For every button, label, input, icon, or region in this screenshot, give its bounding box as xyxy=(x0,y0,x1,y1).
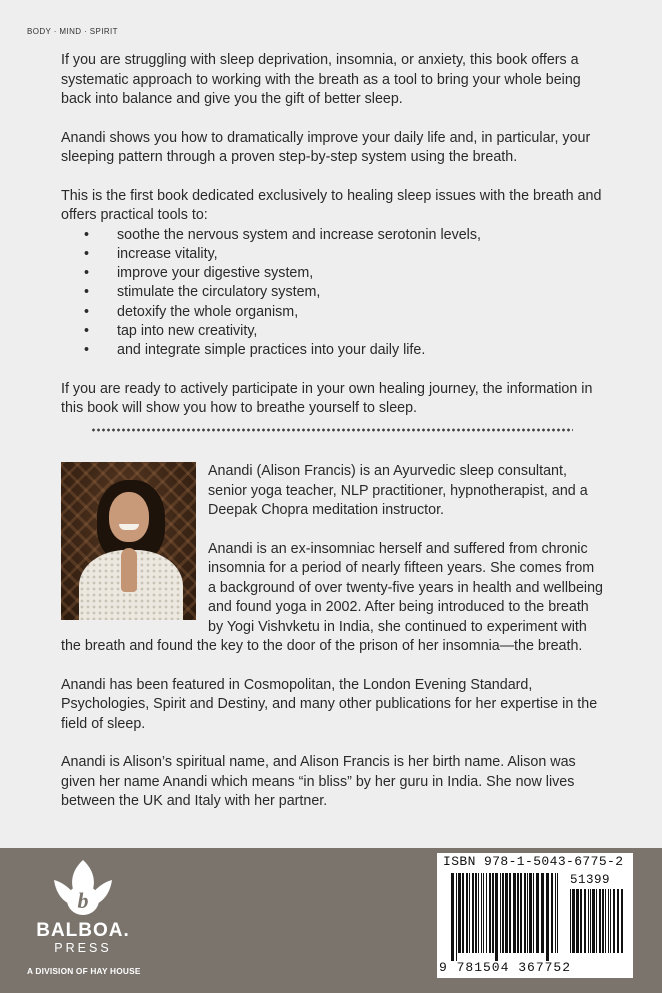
barcode-bar xyxy=(517,873,519,953)
barcode-bar xyxy=(605,889,606,953)
barcode-bar xyxy=(475,873,477,953)
addon-barcode-bars xyxy=(570,889,624,961)
barcode-bar xyxy=(596,889,597,953)
bio-paragraph: Anandi (Alison Francis) is an Ayurvedic sleep consultant, senior yoga teacher, NLP practitioner, hypnotherapist, and a Deepak Chopra meditation instructor. xyxy=(208,463,588,518)
bio-paragraph: Anandi is Alison’s spiritual name, and Alison Francis is her birth name. Alison was given her name Anandi which means “in bliss” by her guru in India. She now lives between the UK and Italy with her partner. xyxy=(61,754,576,809)
list-item: • soothe the nervous system and increase serotonin levels, xyxy=(61,226,606,245)
barcode-bar xyxy=(557,873,558,953)
barcode-bar xyxy=(495,873,498,961)
publisher-division: A DIVISION OF HAY HOUSE xyxy=(27,966,141,976)
barcode-bar xyxy=(533,873,534,953)
barcode-bar xyxy=(602,889,604,953)
barcode-bar xyxy=(458,873,461,953)
list-item: • tap into new creativity, xyxy=(61,322,606,341)
barcode-bar xyxy=(469,873,470,953)
barcode-bar xyxy=(555,873,556,953)
barcode-bar xyxy=(513,873,516,953)
intro-paragraph: Anandi shows you how to dramatically improve your daily life and, in particular, your sleeping pattern through a proven step-by-step system using the breath. xyxy=(61,129,591,165)
barcode-bar xyxy=(599,889,601,953)
list-item: • and integrate simple practices into your daily life. xyxy=(61,341,606,360)
publisher-name: BALBOA. xyxy=(36,920,130,941)
logo-letter: b xyxy=(77,888,89,913)
barcode-bar xyxy=(509,873,511,953)
intro-paragraph: If you are struggling with sleep deprivation, insomnia, or anxiety, this book offers a systematic approach to working with the breath as a tool to bring your whole being back into balance and give you the gift of better sleep. xyxy=(61,52,581,107)
bio-paragraph: Anandi is an ex-insomniac herself and suffered from chronic insomnia for a period of nearly fifteen years. She comes from a background of over twenty-five years in health and wellbeing and found yoga in 2002. After being introduced to the breath by Yogi Vishvketu in India, she continued to experiment with the breath and found the key to the door of the prison of her insomnia—the breath. xyxy=(61,540,603,654)
publisher-sub: PRESS xyxy=(54,941,112,955)
bio-paragraph: Anandi has been featured in Cosmopolitan, the London Evening Standard, Psychologies, Spirit and Destiny, and many other publications for her expertise in the field of sleep. xyxy=(61,676,598,732)
list-item: • stimulate the circulatory system, xyxy=(61,283,606,302)
barcode-bar xyxy=(576,889,579,953)
list-item: • increase vitality, xyxy=(61,245,606,264)
barcode-bar xyxy=(456,873,457,961)
barcode-bar xyxy=(492,873,494,953)
barcode-bar xyxy=(588,889,589,953)
ean-digits: 9 781504 367752 xyxy=(439,960,572,975)
barcode-bar xyxy=(541,873,544,953)
barcode-bar xyxy=(505,873,508,953)
benefits-list xyxy=(61,226,606,361)
barcode-bar xyxy=(489,873,491,953)
barcode-bar xyxy=(610,889,611,953)
barcode-bar xyxy=(524,873,526,953)
closing-paragraph: If you are ready to actively participate in your own healing journey, the information in this book will show you how to breathe yourself to sleep. xyxy=(61,380,593,417)
lotus-icon xyxy=(50,858,116,918)
dotted-divider xyxy=(91,428,573,432)
barcode-bar xyxy=(486,873,487,953)
author-bio xyxy=(61,462,606,831)
barcode-bar xyxy=(466,873,468,953)
barcode-bar xyxy=(570,889,571,953)
barcode-bar xyxy=(500,873,501,953)
barcode xyxy=(437,853,633,978)
barcode-bar xyxy=(592,889,595,953)
price-code: 51399 xyxy=(570,873,611,887)
barcode-bar xyxy=(608,889,609,953)
barcode-bar xyxy=(483,873,484,953)
barcode-bar xyxy=(451,873,454,961)
intro-paragraph: This is the first book dedicated exclusively to healing sleep issues with the breath and offers practical tools to: xyxy=(61,187,602,223)
footer-bar xyxy=(0,848,662,993)
barcode-bar xyxy=(613,889,615,953)
barcode-bars xyxy=(451,873,561,961)
barcode-bar xyxy=(546,873,549,961)
barcode-bar xyxy=(462,873,464,953)
barcode-bar xyxy=(481,873,482,953)
barcode-bar xyxy=(572,889,575,953)
author-photo xyxy=(61,462,196,620)
barcode-bar xyxy=(584,889,586,953)
description xyxy=(61,51,606,438)
isbn-text: ISBN 978-1-5043-6775-2 xyxy=(443,854,624,869)
barcode-bar xyxy=(520,873,522,953)
barcode-bar xyxy=(529,873,532,953)
barcode-bar xyxy=(502,873,504,953)
barcode-bar xyxy=(621,889,623,953)
barcode-bar xyxy=(536,873,539,953)
list-item: • detoxify the whole organism, xyxy=(61,303,606,322)
barcode-bar xyxy=(551,873,553,953)
category-label: BODY · MIND · SPIRIT xyxy=(27,27,118,36)
list-item: • improve your digestive system, xyxy=(61,264,606,283)
barcode-bar xyxy=(478,873,479,953)
barcode-bar xyxy=(590,889,591,953)
barcode-bar xyxy=(527,873,528,953)
barcode-bar xyxy=(472,873,474,953)
barcode-bar xyxy=(617,889,619,953)
barcode-bar xyxy=(580,889,582,953)
